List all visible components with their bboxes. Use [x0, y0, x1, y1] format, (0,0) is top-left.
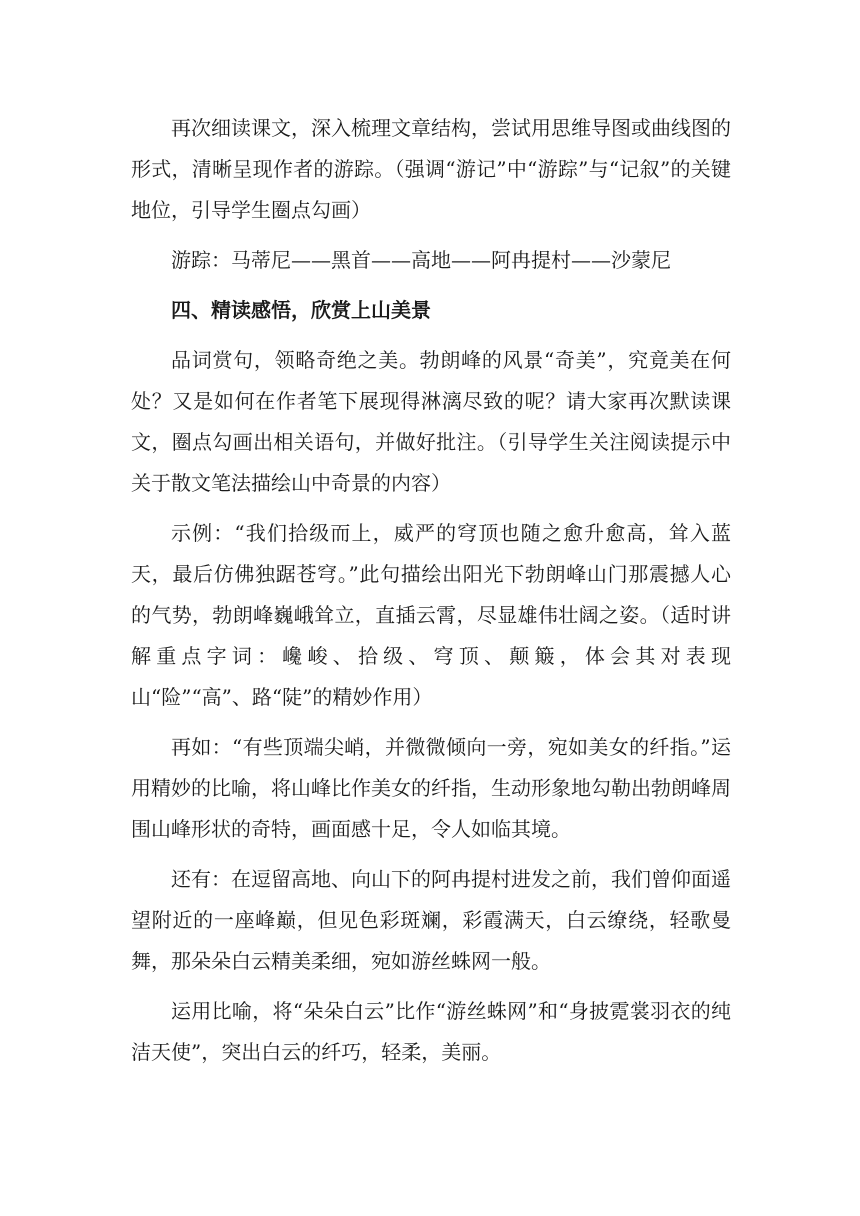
- paragraph-appreciation: 品词赏句，领略奇绝之美。勃朗峰的风景“奇美”，究竟美在何处？又是如何在作者笔下展现得淋漓尽致的呢？请大家再次默读课文，圈点勾画出相关语句，并做好批注。（引导学生关注阅读提示中关于散文笔法描绘山中奇景的内容）: [131, 348, 731, 495]
- document-body: [131, 108, 731, 1082]
- paragraph-example-1: 示例：“我们拾级而上，威严的穹顶也随之愈升愈高，耸入蓝天，最后仿佛独踞苍穹。”此句描绘出阳光下勃朗峰山门那震撼人心的气势，勃朗峰巍峨耸立，直插云霄，尽显雄伟壮阔之姿。（适时讲解重点字词：巉峻、拾级、穹顶、颠簸，体会其对表现山“险”“高”、路“陡”的精妙作用）: [131, 521, 731, 709]
- paragraph-structure-review: 再次细读课文，深入梳理文章结构，尝试用思维导图或曲线图的形式，清晰呈现作者的游踪。（强调“游记”中“游踪”与“记叙”的关键地位，引导学生圈点勾画）: [131, 116, 731, 222]
- paragraph-travel-route: 游踪：马蒂尼——黑首——高地——阿冉提村——沙蒙尼: [171, 248, 671, 272]
- section-heading: 四、精读感悟，欣赏上山美景: [171, 298, 431, 322]
- paragraph-example-3: 还有：在逗留高地、向山下的阿冉提村进发之前，我们曾仰面遥望附近的一座峰巅，但见色彩斑斓，彩霞满天，白云缭绕，轻歌曼舞，那朵朵白云精美柔细，宛如游丝蛛网一般。: [131, 867, 731, 973]
- paragraph-example-2: 再如：“有些顶端尖峭，并微微倾向一旁，宛如美女的纤指。”运用精妙的比喻，将山峰比作美女的纤指，生动形象地勾勒出勃朗峰周围山峰形状的奇特，画面感十足，令人如临其境。: [131, 735, 731, 841]
- paragraph-metaphor-analysis: 运用比喻，将“朵朵白云”比作“游丝蛛网”和“身披霓裳羽衣的纯洁天使”，突出白云的纤巧，轻柔，美丽。: [131, 999, 731, 1064]
